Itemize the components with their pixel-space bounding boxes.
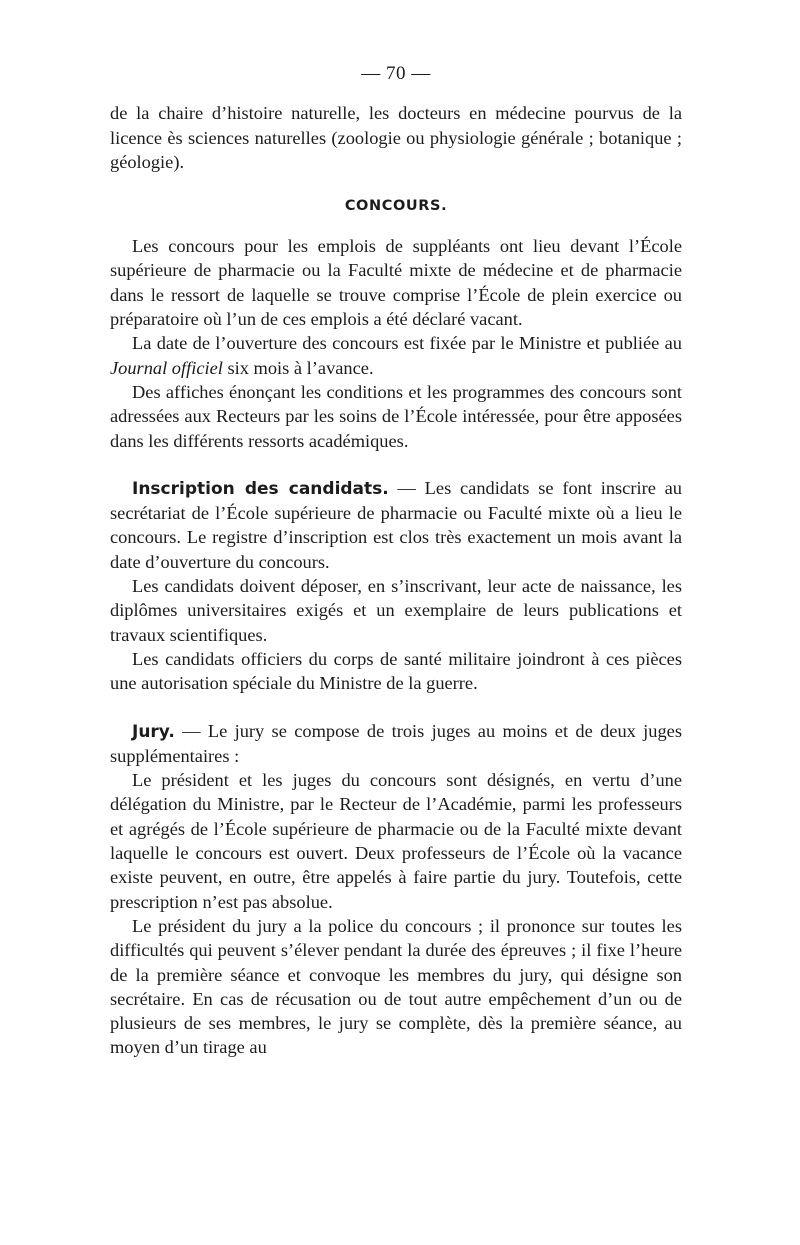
inscription-paragraph-2: Les candidats doivent déposer, en s’inscrivant, leur acte de naissance, les diplômes universitaires exigés et un exemplaire de leurs publications et travaux scientifiques. [110,576,682,645]
jury-paragraph-1-text: — Le jury se compose de trois juges au moins et de deux juges supplémentaires : [110,720,682,766]
journal-officiel-title: Journal officiel [110,357,223,378]
inscription-paragraph-3: Les candidats officiers du corps de santé militaire joindront à ces pièces une autorisation spéciale du Ministre de la guerre. [110,648,682,694]
document-page [110,62,682,1060]
intro-paragraph: de la chaire d’histoire naturelle, les docteurs en médecine pourvus de la licence ès sciences naturelles (zoologie ou physiologie générale ; botanique ; géologie). [110,103,682,172]
concours-paragraph-2 [110,331,682,380]
inscription-paragraph-1 [110,476,682,574]
section-gap [110,696,682,719]
jury-heading: Jury. [132,721,175,742]
concours-paragraph-3: Des affiches énonçant les conditions et les programmes des concours sont adressées aux Recteurs par les soins de l’École intéressée, pour être apposées dans les différents ressorts académiques. [110,381,682,451]
concours-paragraph-2-end: six mois à l’avance. [222,357,374,378]
concours-paragraph-1: Les concours pour les emplois de suppléants ont lieu devant l’École supérieure de pharmacie ou la Faculté mixte de médecine et de pharmacie dans le ressort de laquelle se trouve comprise l’École de plein exercice ou préparatoire où l’un de ces emplois a été déclaré vacant. [110,236,682,330]
concours-paragraph-2-start: La date de l’ouverture des concours est fixée par le Ministre et publiée au [132,333,682,354]
section-title-concours: CONCOURS. [344,198,448,215]
inscription-heading: Inscription des candidats. [132,478,389,499]
inscription-paragraph-1-text: — Les candidats se font inscrire au secrétariat de l’École supérieure de pharmacie ou Faculté mixte où a lieu le concours. Le registre d’inscription est clos très exactement un mois avant la date d’ouverture du concours. [110,477,683,572]
jury-paragraph-3: Le président du jury a la police du concours ; il prononce sur toutes les difficultés qui peuvent s’élever pendant la durée des épreuves ; il fixe l’heure de la première séance et convoque les membres du jury, qui désigne son secrétaire. En cas de récusation ou de tout autre empêchement d’un ou de plusieurs de ses membres, le jury se complète, dès la première séance, au moyen d’un tirage au [110,915,682,1058]
page-number: — 70 — [361,63,431,84]
jury-paragraph-2: Le président et les juges du concours sont désignés, en vertu d’une délégation du Ministre, par le Recteur de l’Académie, parmi les professeurs et agrégés de l’École supérieure de pharmacie ou de la Faculté mixte devant laquelle le concours est ouvert. Deux professeurs de l’École où la vacance existe peuvent, en outre, être appelés à faire partie du jury. Toutefois, cette prescription n’est pas absolue. [110,770,682,912]
section-gap [110,453,682,476]
jury-paragraph-1 [110,719,682,769]
